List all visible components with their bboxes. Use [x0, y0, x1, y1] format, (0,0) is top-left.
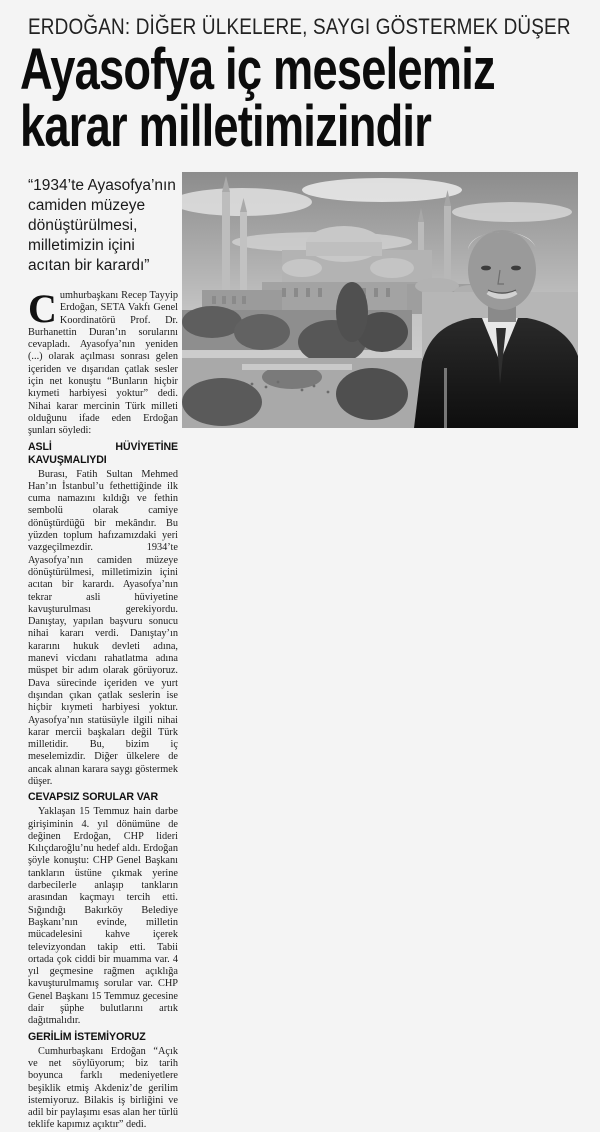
section-heading-2: CEVAPSIZ SORULAR VAR: [28, 791, 159, 804]
headline-line-2: karar milletimizindir: [20, 94, 432, 159]
headline-line-1: Ayasofya iç meselemiz: [20, 37, 495, 102]
lead-text: umhurbaşkanı Recep Tayyip Erdoğan, SETA Vakfı Genel Koordinatörü Prof. Dr. Burhanettin Duran’ın sorularını cevapladı. Ayasofya’nın yeniden (...) olarak açılması sonrası gelen içeriden ve dışarıdan çatlak sesler için net konuştu “Bunların hiçbir kıymeti harbiyesi yoktur” dedi. Nihai karar mercinin Türk milleti olduğunu ifade eden Erdoğan şunları söyledi:: [28, 290, 178, 437]
hagia-sophia-photo: [182, 172, 578, 428]
kicker: ERDOĞAN: DİĞER ÜLKELERE, SAYGI GÖSTERMEK DÜŞER: [28, 14, 571, 39]
section-paragraph-3: Cumhurbaşkanı Erdoğan “Açık ve net söylüyorum; biz tarih boyunca farklı medeniyetlere beşiklik etmiş Akdeniz’de gerilim istemiyoruz. Bilakis iş birliğini ve adil bir paylaşımı esas alan her türlü teklife kapımız açıktır” dedi.: [28, 1045, 178, 1131]
section-heading-1: ASLİ HÜVİYETİNE KAVUŞMALIYDI: [28, 440, 178, 466]
section-paragraph-1: Burası, Fatih Sultan Mehmed Han’ın İstanbul’u fethettiğinde ilk cuma namazını kıldığı ve fethin sembolü olarak camiye dönüştürdüğü bir mekândır. Bu yüzden toplum hafızamızdaki yeri vazgeçilmezdir. 1934’te Ayasofya’nın camiden müzeye dönüştürülmesi, milletimizin içini acıtan bir karardı. Ayasofya’nın tekrar asli hüviyetine kavuşturulması gerekiyordu. Danıştay, yapılan başvuru sonucu nihai kararı verdi. Danıştay’ın kararını hukuk devleti adına, manevi vicdanı rahatlatma adına müspet bir adım olarak görüyoruz. Dava sürecinde içeriden ve yurt dışından çıkan çatlak seslerin ise hiçbir kıymeti harbiyesi yoktur. Ayasofya’nın statüsüyle ilgili nihai karar mercii başkaları değil Türk milletidir. Bu, bizim iç meselemizdir. Diğer ülkelere de ancak alınan karara saygı göstermek düşer.: [28, 468, 178, 787]
dropcap: C: [28, 286, 57, 331]
article-lead-paragraph: [28, 286, 178, 438]
article-body-column-top: [28, 286, 178, 1132]
section-paragraph-2: Yaklaşan 15 Temmuz hain darbe girişiminin 4. yıl dönümüne de değinen Erdoğan, CHP lideri Kılıçdaroğlu’nu hedef aldı. Erdoğan şöyle konuştu: CHP Genel Başkanı tankların üstüne çıkmak yerine darbecilerle anlaşıp tankların arasından kaçmayı tercih etti. Sığındığı Bakırköy Belediye Başkanı’nın evinde, milletin mücadelesini kahve içerek televizyondan takip etti. Tabii ortada çok ciddi bir muamma var. 4 yıl geçmesine rağmen açıklığa kavuşturulmamış sorular var. CHP Genel Başkanı 15 Temmuz gecesine dair şüphe bulutlarını artık dağıtmalıdır.: [28, 806, 178, 1027]
headline: [20, 37, 495, 159]
pull-quote: “1934’te Ayasofya’nın camiden müzeye dönüştürülmesi, milletimizin içini acıtan bir karardı”: [28, 177, 176, 274]
article-photo: [182, 172, 578, 428]
section-heading-3: GERİLİM İSTEMİYORUZ: [28, 1030, 146, 1043]
